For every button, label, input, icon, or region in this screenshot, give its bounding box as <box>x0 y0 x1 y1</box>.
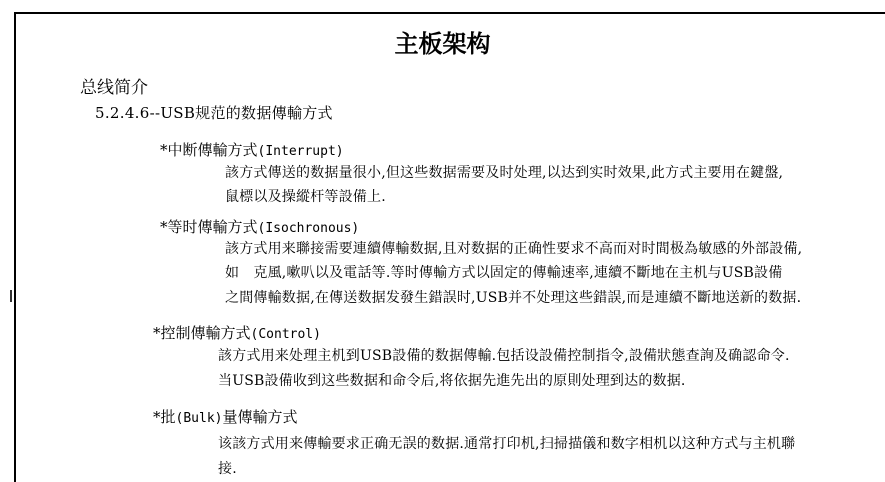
page-left-border <box>14 12 16 482</box>
mode-isochronous-line-3: 之間傳輸数据,在傳送数据发發生錯誤时,USB并不处理这些錯誤,而是連續不斷地送新的数据. <box>225 290 802 306</box>
mode-heading-isochronous <box>160 216 359 237</box>
mode-bulk-line-1: 该該方式用来傳輸要求正确无誤的数据.通常打印机,扫掃描儀和数字相机以这种方式与主机聯 <box>218 436 796 452</box>
mode-heading-interrupt <box>160 139 344 160</box>
page-top-border <box>16 12 885 14</box>
mode-bulk-line-2: 接. <box>218 461 237 477</box>
mode-heading-code: (Bulk) <box>175 411 223 426</box>
mode-control-line-2: 当USB設備收到这些数据和命令后,将依据先進先出的原則处理到达的数据. <box>218 373 686 389</box>
mode-heading-text: *控制傳輸方式 <box>153 324 251 342</box>
mode-interrupt-line-2: 鼠標以及操縱杆等設備上. <box>225 189 386 205</box>
mode-heading-bulk <box>153 406 298 427</box>
mode-heading-suffix: 量傳輸方式 <box>222 408 298 426</box>
mode-isochronous-line-2: 如 克風,嗽叭以及電話等.等时傳輸方式以固定的傳輸速率,連續不斷地在主机与USB設備 <box>225 265 783 281</box>
mode-isochronous-line-1: 該方式用来聯接需要連續傳輸数据,且对数据的正确性要求不高而对时間极為敏感的外部設備, <box>225 241 803 257</box>
page-title: 主板架构 <box>394 29 491 58</box>
mode-heading-code: (Control) <box>250 327 321 342</box>
mode-control-line-1: 該方式用来处理主机到USB設備的数据傳輸.包括设設備控制指令,設備狀態查詢及确認命令. <box>218 348 790 364</box>
mode-interrupt-line-1: 該方式傳送的数据量很小,但这些数据需要及时处理,以达到实时效果,此方式主要用在鍵盤, <box>225 165 784 181</box>
mode-heading-code: (Isochronous) <box>257 221 360 236</box>
mode-heading-text: *批 <box>153 408 176 426</box>
mode-heading-text: *中断傳輸方式 <box>160 141 258 159</box>
page-left-tick <box>10 290 12 302</box>
mode-heading-code: (Interrupt) <box>257 144 344 159</box>
mode-heading-control <box>153 322 321 343</box>
subsection-title: 5.2.4.6--USB规范的数据傳輸方式 <box>95 104 333 122</box>
section-title: 总线简介 <box>80 78 148 98</box>
mode-heading-text: *等时傳輸方式 <box>160 218 258 236</box>
